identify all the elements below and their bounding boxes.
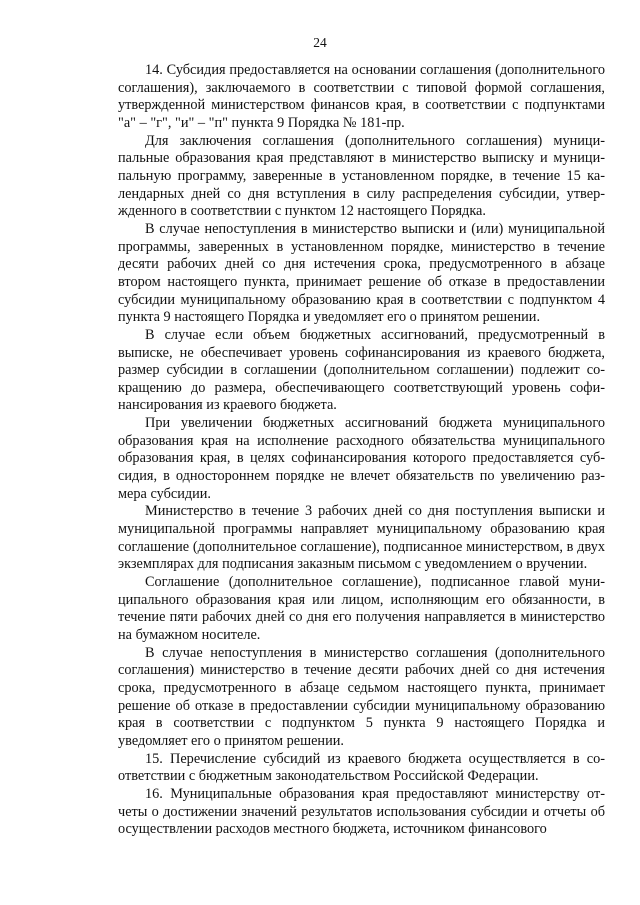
document-body [118, 62, 605, 839]
page-number: 24 [313, 35, 327, 50]
paragraph-subsidy-reduction: В случае если объем бюджетных ассигнований, предусмотренный в выписке, не обеспечивает уровень софинансирования из краевого бюджета, размер субсидии в соглашении (дополнительном соглашении) подлежит сокращению до размера, обеспечивающего соответствующий уровень софинансирования из краевого бюджета. [118, 326, 605, 414]
paragraph-16-reports: 16. Муниципальные образования края предоставляют министерству отчеты о достижении значений результатов использования субсидии и отчеты об осуществлении расходов местного бюджета, источником финансового [118, 785, 605, 838]
paragraph-14-subsidy-basis: 14. Субсидия предоставляется на основании соглашения (дополнительного соглашения), заключаемого в соответствии с типовой формой соглашения, утвержденной министерством финансов края, в соответствии с подпунктами "а" – "г", "и" – "п" пункта 9 Порядка № 181-пр. [118, 62, 605, 131]
paragraph-refusal-no-statement: В случае непоступления в министерство выписки и (или) муниципальной программы, заверенных в установленном порядке, министерство в течение десяти рабочих дней со дня истечения срока, предусмотренного в абзаце втором настоящего пункта, принимает решение об отказе в предоставлении субсидии муниципальному образованию края в соответствии с подпунктом 4 пункта 9 настоящего Порядка и уведомляет его о принятом решении. [118, 220, 605, 326]
paragraph-signed-agreement-return: Соглашение (дополнительное соглашение), подписанное главой муниципального образования края или лицом, исполняющим его обязанности, в течение пяти рабочих дней со дня его получения направляется в министерство на бумажном носителе. [118, 574, 605, 643]
paragraph-agreement-documents: Для заключения соглашения (дополнительного соглашения) муниципальные образования края представляют в министерство выписку и муниципальную программу, заверенные в установленном порядке, в течение 15 календарных дней со дня вступления в силу распределения субсидии, утвержденного в соответствии с пунктом 12 настоящего Порядка. [118, 132, 605, 220]
paragraph-15-transfer: 15. Перечисление субсидий из краевого бюджета осуществляется в соответствии с бюджетным законодательством Российской Федерации. [118, 750, 605, 785]
paragraph-refusal-no-agreement: В случае непоступления в министерство соглашения (дополнительного соглашения) министерство в течение десяти рабочих дней со дня истечения срока, предусмотренного в абзаце седьмом настоящего пункта, принимает решение об отказе в предоставлении субсидии муниципальному образованию края в соответствии с подпунктом 5 пункта 9 настоящего Порядка и уведомляет его о принятом решении. [118, 644, 605, 749]
paragraph-budget-increase: При увеличении бюджетных ассигнований бюджета муниципального образования края на исполнение расходного обязательства муниципального образования края, в целях софинансирования которого предоставляется субсидия, в одностороннем порядке не влечет обязательств по увеличению размера субсидии. [118, 415, 605, 502]
paragraph-ministry-sends-agreement: Министерство в течение 3 рабочих дней со дня поступления выписки и муниципальной программы направляет муниципальному образованию края соглашение (дополнительное соглашение), подписанное министерством, в двух экземплярах для подписания заказным письмом с уведомлением о вручении. [118, 503, 605, 573]
